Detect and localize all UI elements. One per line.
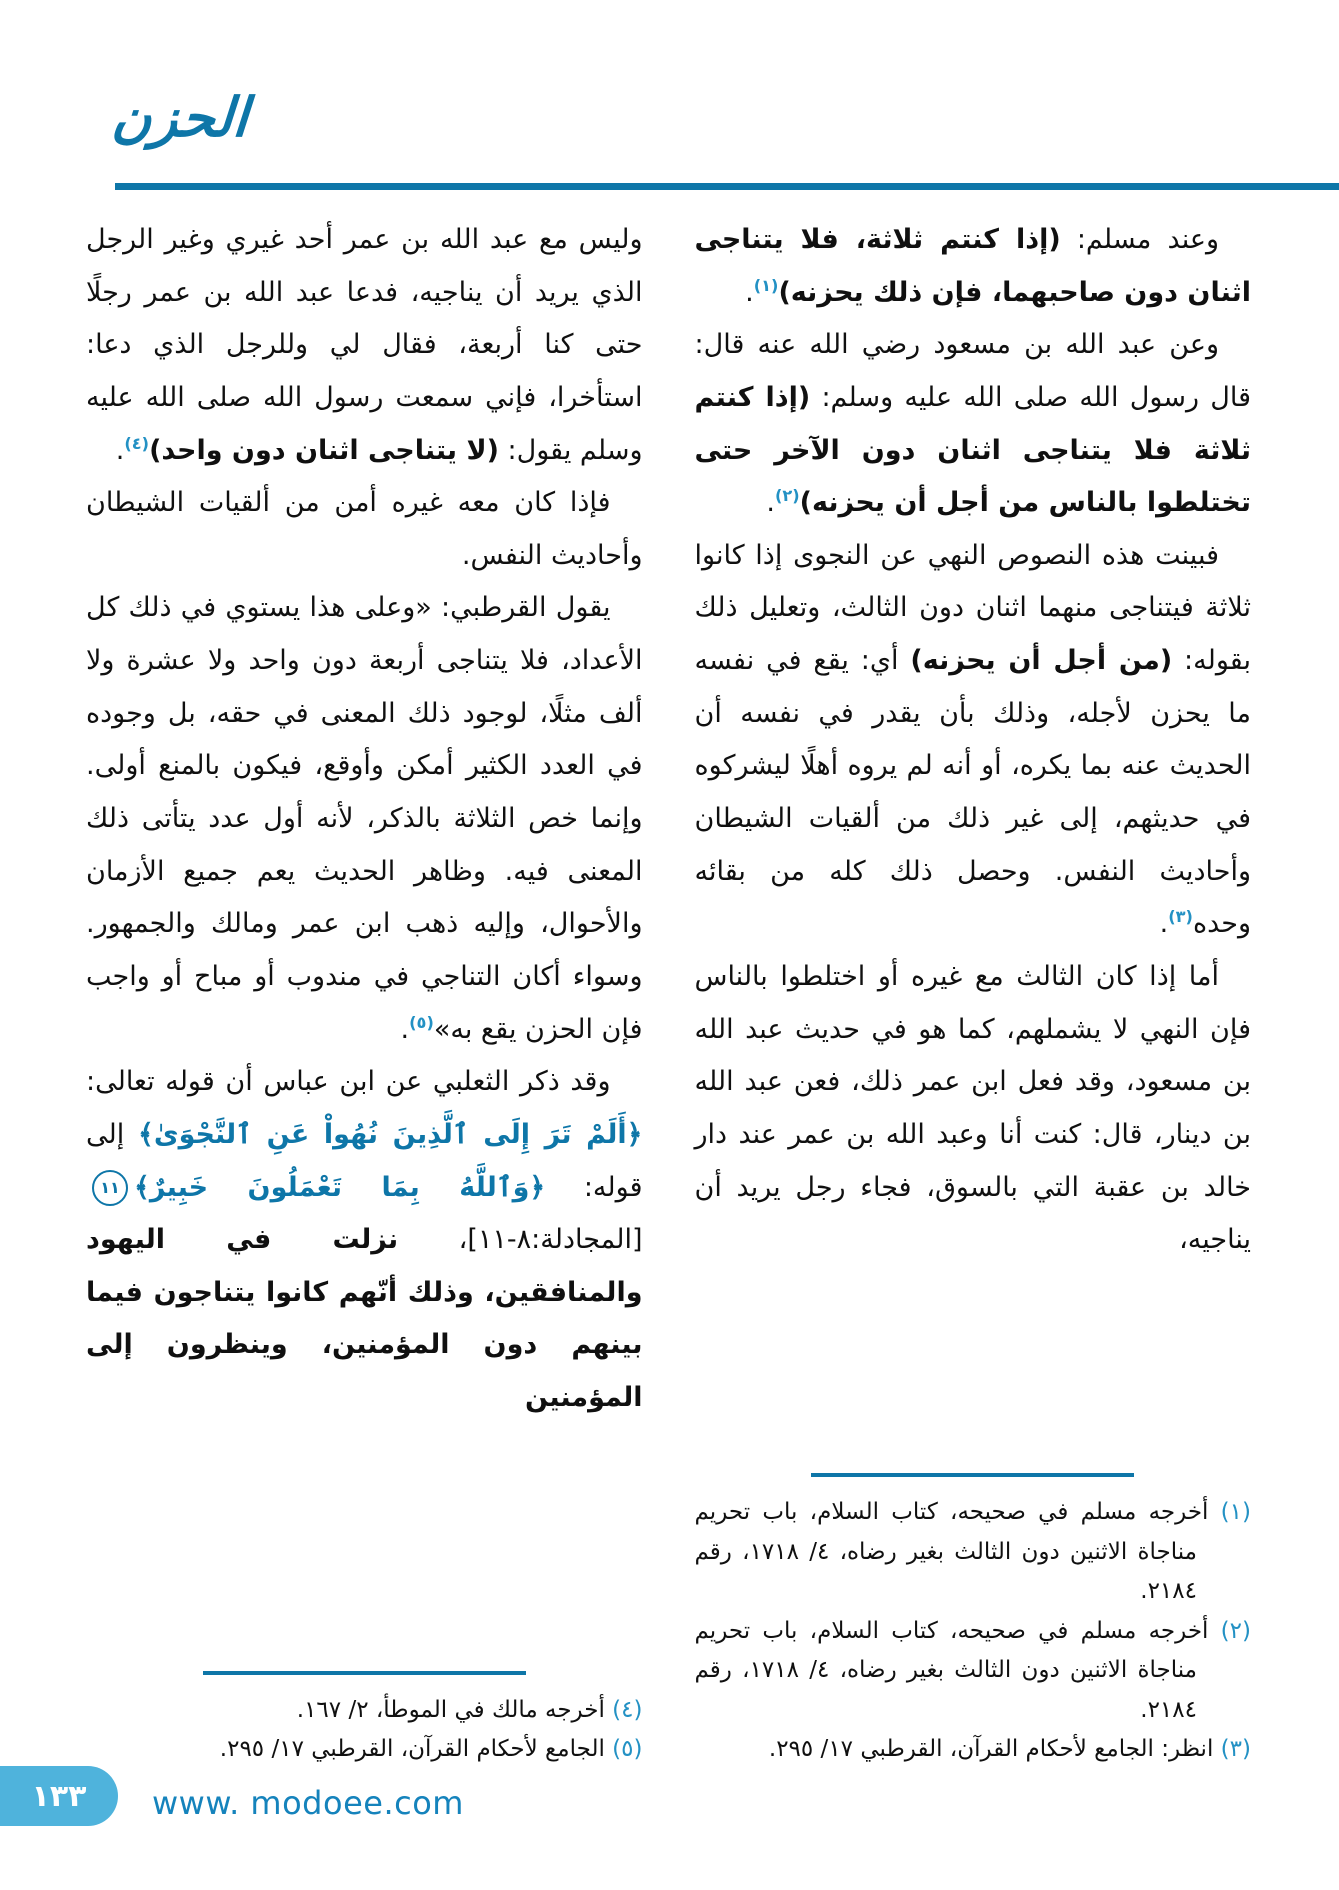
footnote-number: (٥) [612, 1736, 643, 1763]
footnote-number: (٣) [1220, 1736, 1251, 1763]
footnote-marker: (٢) [774, 486, 800, 506]
text-segment: أما إذا كان الثالث مع غيره أو اختلطوا بالناس فإن النهي لا يشملهم، كما هو في حديث عبد الله بن مسعود، وقد فعل ابن عمر ذلك، فعن عبد الله بن دينار، قال: كنت أنا وعبد الله بن عمر عند دار خالد بن عقبة التي بالسوق، فجاء رجل يريد أن يناجيه، [694, 960, 1251, 1256]
footnote-text: أخرجه مسلم في صحيحه، كتاب السلام، باب تحريم مناجاة الاثنين دون الثالث بغير رضاه، ٤/ ١٧١٨، رقم ٢١٨٤. [694, 1499, 1221, 1605]
footnote-marker: (٤) [124, 433, 150, 453]
column-left [86, 214, 643, 1770]
page-content [86, 214, 1251, 1770]
footnote-list-right [695, 1493, 1252, 1770]
emphasized-text: (لا يتناجى اثنان دون واحد) [149, 434, 499, 466]
footnote [86, 1730, 643, 1770]
footnote [695, 1612, 1252, 1731]
text-segment: وعن عبد الله بن مسعود رضي الله عنه قال: قال رسول الله صلى الله عليه وسلم: [694, 329, 1251, 413]
footnote-marker: (٣) [1168, 907, 1193, 927]
page-number-badge [0, 1766, 118, 1826]
text-segment: فبينت هذه النصوص النهي عن النجوى إذا كانوا ثلاثة فيتناجى منهما اثنان دون الثالث، وتعليل ذلك بقوله: [694, 539, 1251, 677]
footnote-number: (٤) [612, 1696, 643, 1723]
footnote-list-left [86, 1691, 643, 1770]
paragraph [86, 214, 643, 477]
paragraph [695, 214, 1252, 319]
quran-verse: ﴿أَلَمْ تَرَ إِلَى ٱلَّذِينَ نُهُواْ عَنِ ٱلنَّجْوَىٰ﴾ [138, 1118, 643, 1150]
footnote-marker: (١) [753, 275, 779, 295]
ayah-number-badge: ١١ [92, 1170, 128, 1206]
quran-verse: ﴿وَٱللَّهُ بِمَا تَعْمَلُونَ خَبِيرٌ﴾ [134, 1171, 546, 1203]
footnote-marker: (٥) [409, 1012, 434, 1032]
text-segment: وقد ذكر الثعلبي عن ابن عباس أن قوله تعالى: [86, 1066, 611, 1098]
paragraph [695, 951, 1252, 1267]
text-segment: يقول القرطبي: «وعلى هذا يستوي في ذلك كل الأعداد، فلا يتناجى أربعة دون واحد ولا عشرة ولا ألف مثلًا، لوجود ذلك المعنى في حقه، بل وجوده في العدد الكثير أمكن وأوقع، فيكون بالمنع أولى. وإنما خص الثلاثة بالذكر، لأنه أول عدد يتأتى ذلك المعنى فيه. وظاهر الحديث يعم جميع الأزمان والأحوال، وإليه ذهب ابن عمر ومالك والجمهور. وسواء أكان التناجي في مندوب أو مباح أو واجب فإن الحزن يقع به» [86, 592, 643, 1045]
footnote [86, 1691, 643, 1731]
text-segment: [المجادلة:٨-١١]، [398, 1224, 643, 1256]
paragraph [695, 530, 1252, 951]
text-segment: . [115, 434, 125, 466]
text-segment: . [745, 276, 754, 308]
text-segment: . [400, 1013, 410, 1045]
footnote-number: (٢) [1220, 1617, 1251, 1644]
footnote-separator [203, 1671, 526, 1675]
text-segment: . [766, 487, 775, 519]
text-segment: وليس مع عبد الله بن عمر أحد غيري وغير الرجل الذي يريد أن يناجيه، فدعا عبد الله بن عمر رجلًا حتى كنا أربعة، فقال لي وللرجل الذي دعا: استأخرا، فإني سمعت رسول الله صلى الله عليه وسلم يقول: [86, 224, 643, 466]
column-left-text [86, 214, 643, 1425]
footnote-text: أخرجه مالك في الموطأ، ٢/ ١٦٧. [296, 1696, 613, 1723]
text-segment: فإذا كان معه غيره أمن من ألقيات الشيطان وأحاديث النفس. [86, 487, 643, 571]
paragraph [86, 477, 643, 582]
text-segment: وعند مسلم: [1060, 224, 1220, 255]
emphasized-text: (إذا كنتم ثلاثة فلا يتناجى اثنان دون الآخر حتى تختلطوا بالناس من أجل أن يحزنه) [694, 381, 1251, 519]
footnote-number: (١) [1220, 1499, 1251, 1526]
header-rule [115, 183, 1339, 190]
page-number: ١٣٣ [31, 1778, 87, 1814]
paragraph [86, 582, 643, 1056]
footnote [695, 1493, 1252, 1612]
paragraph [86, 1056, 643, 1424]
chapter-title: الحزن [109, 86, 250, 149]
footnote-text: انظر: الجامع لأحكام القرآن، القرطبي ١٧/ ٢٩٥. [768, 1736, 1221, 1763]
footnotes-left [86, 1665, 643, 1770]
column-right [695, 214, 1252, 1770]
text-segment: أي: يقع في نفسه ما يحزن لأجله، وذلك بأن يقدر في نفسه أن الحديث عنه بما يكره، أو أنه لم يروه أهلًا ليشركوه في حديثهم، إلى غير ذلك من ألقيات الشيطان وأحاديث النفس. وحصل ذلك كله من بقائه وحده [694, 645, 1251, 940]
footnote-text: أخرجه مسلم في صحيحه، كتاب السلام، باب تحريم مناجاة الاثنين دون الثالث بغير رضاه، ٤/ ١٧١٨، رقم ٢١٨٤. [694, 1617, 1221, 1723]
website-link[interactable]: www. modoee.com [152, 1784, 464, 1822]
footnote-text: الجامع لأحكام القرآن، القرطبي ١٧/ ٢٩٥. [219, 1736, 613, 1763]
emphasized-text: (من أجل أن يحزنه) [910, 645, 1173, 677]
emphasized-text: (إذا كنتم ثلاثة، فلا يتناجى اثنان دون صاحبهما، فإن ذلك يحزنه) [694, 224, 1251, 308]
footnote [695, 1730, 1252, 1770]
text-segment: . [1159, 908, 1169, 940]
footnotes-right [695, 1467, 1252, 1770]
paragraph [695, 319, 1252, 530]
footnote-separator [811, 1473, 1134, 1477]
emphasized-text: نزلت في اليهود والمنافقين، وذلك أنّهم كانوا يتناجون فيما بينهم دون المؤمنين، وينظرون إلى المؤمنين [86, 1224, 643, 1414]
column-right-text [695, 214, 1252, 1267]
text-segment: إلى قوله: [86, 1118, 643, 1203]
